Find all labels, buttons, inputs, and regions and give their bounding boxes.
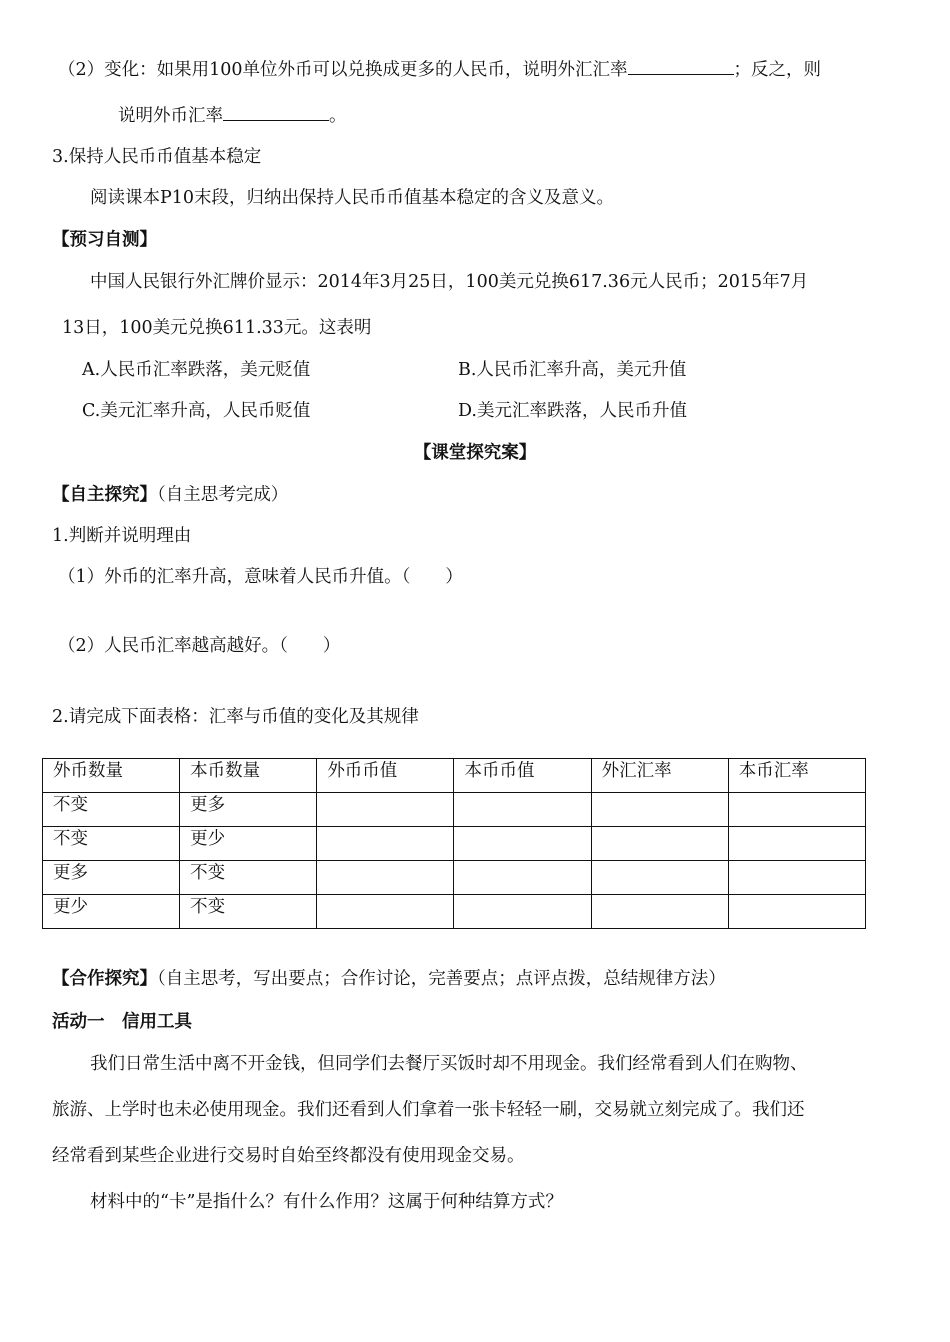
coop-heading: 【合作探究】 [52, 969, 157, 989]
table-answer-cell[interactable] [454, 793, 591, 827]
option-c[interactable]: C.美元汇率升高，人民币贬值 [82, 401, 311, 421]
table-row [43, 895, 866, 929]
table-cell: 更少 [43, 895, 180, 929]
table-answer-cell[interactable] [728, 793, 865, 827]
table-answer-cell[interactable] [317, 895, 454, 929]
activity-heading: 活动一 信用工具 [52, 1012, 192, 1032]
preview-question-line-2: 13日，100美元兑换611.33元。这表明 [62, 318, 372, 338]
self-study-line [52, 483, 288, 507]
table-header-cell: 外币数量 [43, 759, 180, 793]
stable-text: 阅读课本P10末段，归纳出保持人民币币值基本稳定的含义及意义。 [90, 188, 615, 208]
preview-question-line-1: 中国人民银行外汇牌价显示：2014年3月25日，100美元兑换617.36元人民币；2015年7月 [90, 272, 809, 292]
paragraph-line-3: 经常看到某些企业进行交易时自始至终都没有使用现金交易。 [52, 1146, 525, 1166]
answer-blank-1[interactable] [628, 59, 734, 75]
question-1: 1.判断并说明理由 [52, 526, 192, 546]
classroom-heading: 【课堂探究案】 [413, 443, 537, 463]
table-answer-cell[interactable] [728, 861, 865, 895]
option-b[interactable]: B.人民币汇率升高，美元升值 [458, 360, 687, 380]
change-line-1 [58, 58, 821, 82]
answer-blank-2[interactable] [223, 105, 329, 121]
self-study-note: （自主思考完成） [157, 485, 289, 505]
table-answer-cell[interactable] [454, 827, 591, 861]
table-cell: 不变 [180, 861, 317, 895]
change-text-2: 说明外币汇率 [118, 106, 223, 126]
table-answer-cell[interactable] [728, 895, 865, 929]
table-cell: 不变 [43, 793, 180, 827]
table-cell: 不变 [43, 827, 180, 861]
table-answer-cell[interactable] [591, 861, 728, 895]
table-header-cell: 本币汇率 [728, 759, 865, 793]
table-cell: 不变 [180, 895, 317, 929]
stable-heading: 3.保持人民币币值基本稳定 [52, 147, 262, 167]
table-cell: 更多 [43, 861, 180, 895]
change-line-2 [118, 104, 347, 128]
question-1b: （2）人民币汇率越高越好。（ ） [58, 636, 341, 656]
exchange-rate-table [42, 758, 866, 929]
table-answer-cell[interactable] [317, 793, 454, 827]
table-header-cell: 外币币值 [317, 759, 454, 793]
table-answer-cell[interactable] [728, 827, 865, 861]
table-answer-cell[interactable] [454, 895, 591, 929]
table-header-cell: 外汇汇率 [591, 759, 728, 793]
period: 。 [329, 106, 347, 126]
table-header-cell: 本币币值 [454, 759, 591, 793]
table-header-cell: 本币数量 [180, 759, 317, 793]
table-answer-cell[interactable] [591, 895, 728, 929]
preview-heading: 【预习自测】 [52, 230, 157, 250]
table-row [43, 861, 866, 895]
change-text-end: ；反之，则 [733, 60, 822, 80]
table-row [43, 793, 866, 827]
change-text: （2）变化：如果用100单位外币可以兑换成更多的人民币，说明外汇汇率 [58, 60, 628, 80]
table-answer-cell[interactable] [317, 827, 454, 861]
paragraph-line-1: 我们日常生活中离不开金钱，但同学们去餐厅买饭时却不用现金。我们经常看到人们在购物、 [90, 1054, 808, 1074]
table-header-row [43, 759, 866, 793]
self-study-heading: 【自主探究】 [52, 485, 157, 505]
table-cell: 更少 [180, 827, 317, 861]
paragraph-line-2: 旅游、上学时也未必使用现金。我们还看到人们拿着一张卡轻轻一刷，交易就立刻完成了。我们还 [52, 1100, 805, 1120]
table-answer-cell[interactable] [591, 793, 728, 827]
table-cell: 更多 [180, 793, 317, 827]
table-answer-cell[interactable] [317, 861, 454, 895]
coop-line [52, 967, 726, 991]
option-d[interactable]: D.美元汇率跌落，人民币升值 [458, 401, 687, 421]
coop-note: （自主思考，写出要点；合作讨论，完善要点；点评点拨，总结规律方法） [157, 969, 726, 989]
table-answer-cell[interactable] [591, 827, 728, 861]
question-1a: （1）外币的汇率升高，意味着人民币升值。（ ） [58, 567, 463, 587]
table-answer-cell[interactable] [454, 861, 591, 895]
activity-question: 材料中的“卡”是指什么？有什么作用？这属于何种结算方式？ [90, 1192, 563, 1212]
question-2: 2.请完成下面表格：汇率与币值的变化及其规律 [52, 707, 419, 727]
option-a[interactable]: A.人民币汇率跌落，美元贬值 [82, 360, 311, 380]
table-row [43, 827, 866, 861]
